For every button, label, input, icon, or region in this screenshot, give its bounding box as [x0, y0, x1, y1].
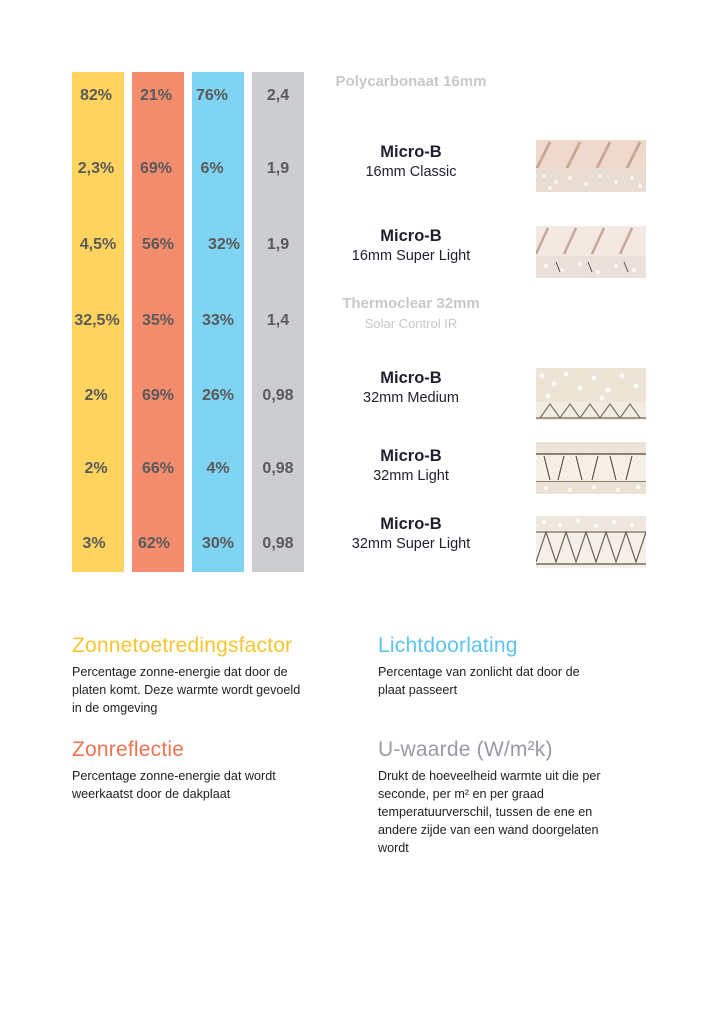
column-zonnetoetreding — [72, 72, 124, 572]
cell-u-waarde-row-6: 0,98 — [262, 460, 294, 477]
product-variant: 32mm Light — [373, 468, 449, 484]
legend-line: andere zijde van een wand doorgelaten — [378, 823, 599, 837]
cell-zonnetoetreding-row-1: 82% — [79, 87, 113, 104]
product-variant: Solar Control IR — [364, 316, 458, 331]
cell-lichtdoorlating-row-2: 6% — [200, 160, 224, 177]
cell-lichtdoorlating-row-7: 30% — [201, 535, 235, 552]
product-variant: 32mm Super Light — [351, 536, 471, 552]
cell-u-waarde-row-1: 2,4 — [266, 87, 290, 104]
cell-lichtdoorlating-row-3: 32% — [207, 236, 241, 253]
legend-line: Drukt de hoeveelheid warmte uit die per — [378, 769, 601, 783]
legend-line: Percentage zonne-energie dat wordt — [72, 769, 276, 783]
legend-text-zonreflectie — [72, 767, 362, 803]
legend-line: temperatuurverschil, tussen de ene en — [378, 805, 593, 819]
product-name: Micro-B — [380, 369, 442, 387]
column-zonreflectie — [132, 72, 184, 572]
cell-zonnetoetreding-row-5: 2% — [84, 387, 108, 404]
cell-zonnetoetreding-row-3: 4,5% — [79, 236, 117, 253]
cell-zonnetoetreding-row-4: 32,5% — [74, 312, 120, 329]
column-lichtdoorlating — [192, 72, 244, 572]
cell-zonreflectie-row-4: 35% — [141, 312, 175, 329]
cell-lichtdoorlating-row-5: 26% — [201, 387, 235, 404]
32mm-medium-sample — [536, 368, 646, 420]
legend-text-zonnetoetreding — [72, 663, 362, 717]
cell-u-waarde-row-2: 1,9 — [266, 160, 290, 177]
cell-zonreflectie-row-3: 56% — [141, 236, 175, 253]
column-u-waarde — [252, 72, 304, 572]
cell-u-waarde-row-3: 1,9 — [266, 236, 290, 253]
cell-zonreflectie-row-6: 66% — [141, 460, 175, 477]
product-label-5 — [330, 368, 492, 408]
cell-zonreflectie-row-1: 21% — [139, 87, 173, 104]
product-label-1 — [330, 72, 492, 92]
product-name: Polycarbonaat 16mm — [335, 73, 487, 90]
legend-title-zonnetoetreding: Zonnetoetredingsfactor — [72, 634, 293, 657]
cell-u-waarde-row-5: 0,98 — [262, 387, 294, 404]
16mm-classic-sample — [536, 140, 646, 192]
product-name: Micro-B — [380, 515, 442, 533]
32mm-light-sample — [536, 442, 646, 494]
legend-line: platen komt. Deze warmte wordt gevoeld — [72, 683, 301, 697]
product-name: Micro-B — [380, 447, 442, 465]
legend-line: in de omgeving — [72, 701, 158, 715]
cell-lichtdoorlating-row-4: 33% — [201, 312, 235, 329]
legend-line: Percentage zonne-energie dat door de — [72, 665, 288, 679]
cell-lichtdoorlating-row-6: 4% — [206, 460, 230, 477]
product-variant: 32mm Medium — [363, 390, 459, 406]
cell-zonnetoetreding-row-2: 2,3% — [77, 160, 115, 177]
product-label-3 — [330, 226, 492, 266]
product-name: Micro-B — [380, 227, 442, 245]
legend-line: seconde, per m² en per graad — [378, 787, 544, 801]
product-label-7 — [330, 514, 492, 554]
cell-zonreflectie-row-2: 69% — [139, 160, 173, 177]
product-label-2 — [330, 142, 492, 182]
16mm-super-light-sample — [536, 226, 646, 278]
legend-line: weerkaatst door de dakplaat — [72, 787, 231, 801]
product-label-6 — [330, 446, 492, 486]
32mm-super-light-sample — [536, 516, 646, 568]
legend-title-lichtdoorlating: Lichtdoorlating — [378, 634, 518, 657]
cell-u-waarde-row-4: 1,4 — [266, 312, 290, 329]
product-name: Thermoclear 32mm — [342, 295, 480, 312]
legend-title-u-waarde: U-waarde (W/m²k) — [378, 738, 553, 761]
cell-zonnetoetreding-row-6: 2% — [84, 460, 108, 477]
legend-line: wordt — [378, 841, 409, 855]
cell-zonnetoetreding-row-7: 3% — [82, 535, 106, 552]
cell-u-waarde-row-7: 0,98 — [262, 535, 294, 552]
product-variant: 16mm Super Light — [351, 248, 471, 264]
legend-text-u-waarde — [378, 767, 668, 857]
cell-zonreflectie-row-5: 69% — [141, 387, 175, 404]
cell-lichtdoorlating-row-1: 76% — [195, 87, 229, 104]
product-name: Micro-B — [380, 143, 442, 161]
legend-title-zonreflectie: Zonreflectie — [72, 738, 185, 761]
legend-line: Percentage van zonlicht dat door de — [378, 665, 580, 679]
legend-text-lichtdoorlating — [378, 663, 668, 699]
legend-line: plaat passeert — [378, 683, 458, 697]
product-label-4 — [330, 294, 492, 334]
cell-zonreflectie-row-7: 62% — [137, 535, 171, 552]
product-variant: 16mm Classic — [365, 164, 457, 180]
